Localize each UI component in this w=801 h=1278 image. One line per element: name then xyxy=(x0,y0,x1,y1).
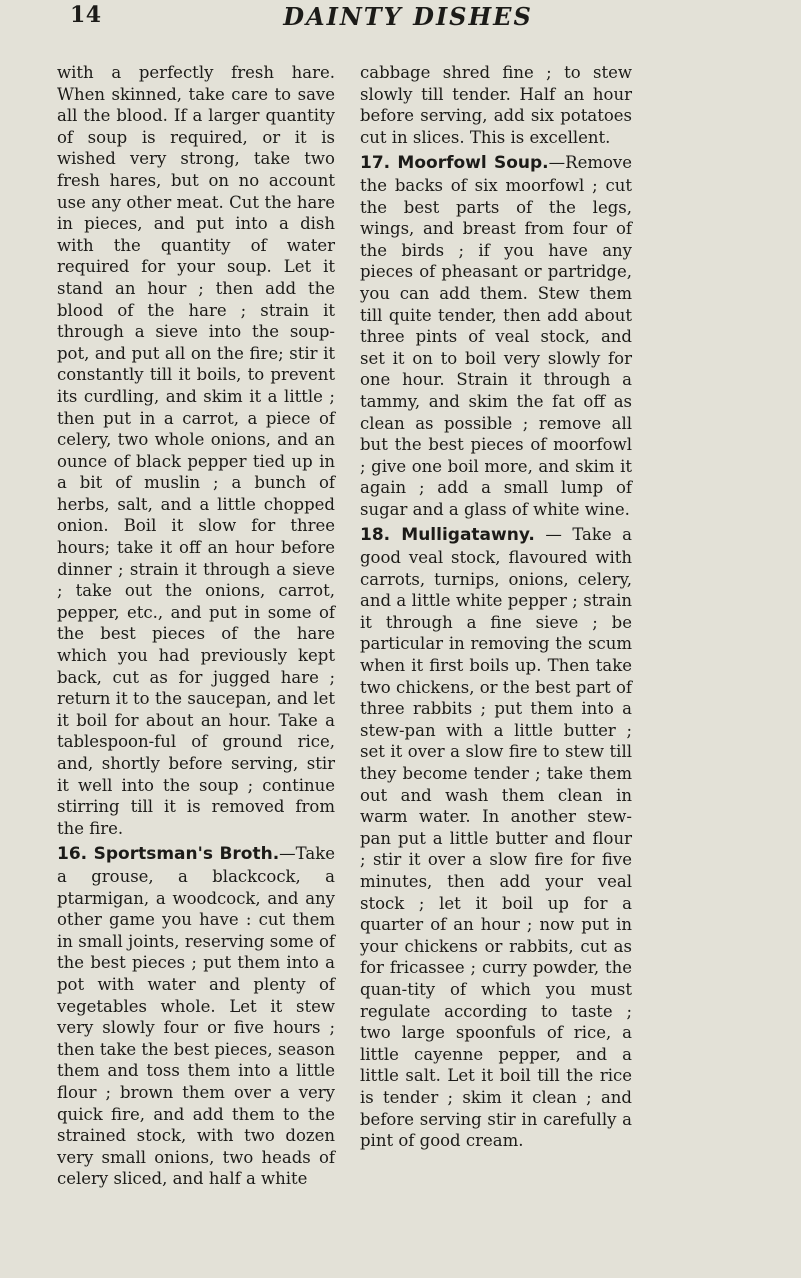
recipe-mulligatawny xyxy=(360,524,632,1151)
recipe-body: — Take a good veal stock, flavoured with carrots, turnips, onions, celery, and a little white pepper ; strain it through a fine sieve ; be particular in removing the scum when it first boils up. Then take two chickens, or the best part of three rabbits ; put them into a stew-pan with a little butter ; set it over a slow fire to stew till they become tender ; take them out and wash them clean in warm water. In another stew-pan put a little butter and flour ; stir it over a slow fire for five minutes, then add your veal stock ; let it boil up for a quarter of an hour ; now put in your chickens or rabbits, cut as for fricassee ; curry powder, the quan-tity of which you must regulate according to taste ; two large spoonfuls of rice, a little cayenne pepper, and a little salt. Let it boil till the rice is tender ; skim it clean ; and before serving stir in carefully a pint of good cream. xyxy=(360,525,632,1151)
running-head: DAINTY DISHES xyxy=(283,2,533,31)
sportsmans-broth-continuation: cabbage shred fine ; to stew slowly till tender. Half an hour before serving, add six potatoes cut in slices. This is excellent. xyxy=(360,63,632,147)
recipe-body: —Take a grouse, a blackcock, a ptarmigan, a woodcock, and any other game you have : cut them in small joints, reserving some of the best pieces ; put them into a pot with water and plenty of vegetables whole. Let it stew very slowly four or five hours ; then take the best pieces, season them and toss them into a little flour ; brown them over a very quick fire, and add them to the strained stock, with two dozen very small onions, two heads of celery sliced, and half a white xyxy=(57,844,335,1189)
page-number: 14 xyxy=(70,2,102,28)
recipe-sportsmans-broth xyxy=(57,843,335,1190)
right-column xyxy=(360,62,632,1152)
recipe-title: 16. Sportsman's Broth. xyxy=(57,844,280,865)
recipe-moorfowl-soup xyxy=(360,152,632,520)
recipe-title: 17. Moorfowl Soup. xyxy=(360,153,549,174)
recipe-body: —Remove the backs of six moorfowl ; cut the best parts of the legs, wings, and breast from four of the birds ; if you have any pieces of pheasant or partridge, you can add them. Stew them till quite tender, then add about three pints of veal stock, and set it on to boil very slowly for one hour. Strain it through a tammy, and skim the fat off as clean as possible ; remove all but the best pieces of moorfowl ; give one boil more, and skim it again ; add a small lump of sugar and a glass of white wine. xyxy=(360,153,632,519)
hare-soup-continuation: with a perfectly fresh hare. When skinned, take care to save all the blood. If a larger quantity of soup is required, or it is wished very strong, take two fresh hares, but on no account use any other meat. Cut the hare in pieces, and put into a dish with the quantity of water required for your soup. Let it stand an hour ; then add the blood of the hare ; strain it through a sieve into the soup-pot, and put all on the fire; stir it constantly till it boils, to prevent its curdling, and skim it a little ; then put in a carrot, a piece of celery, two whole onions, and an ounce of black pepper tied up in a bit of muslin ; a bunch of herbs, salt, and a little chopped onion. Boil it slow for three hours; take it off an hour before dinner ; strain it through a sieve ; take out the onions, carrot, pepper, etc., and put in some of the best pieces of the hare which you had previously kept back, cut as for jugged hare ; return it to the saucepan, and let it boil for about an hour. Take a tablespoon-ful of ground rice, and, shortly before serving, stir it well into the soup ; continue stirring till it is removed from the fire. xyxy=(57,63,335,838)
left-column xyxy=(57,62,335,1190)
recipe-title: 18. Mulligatawny. xyxy=(360,525,535,546)
